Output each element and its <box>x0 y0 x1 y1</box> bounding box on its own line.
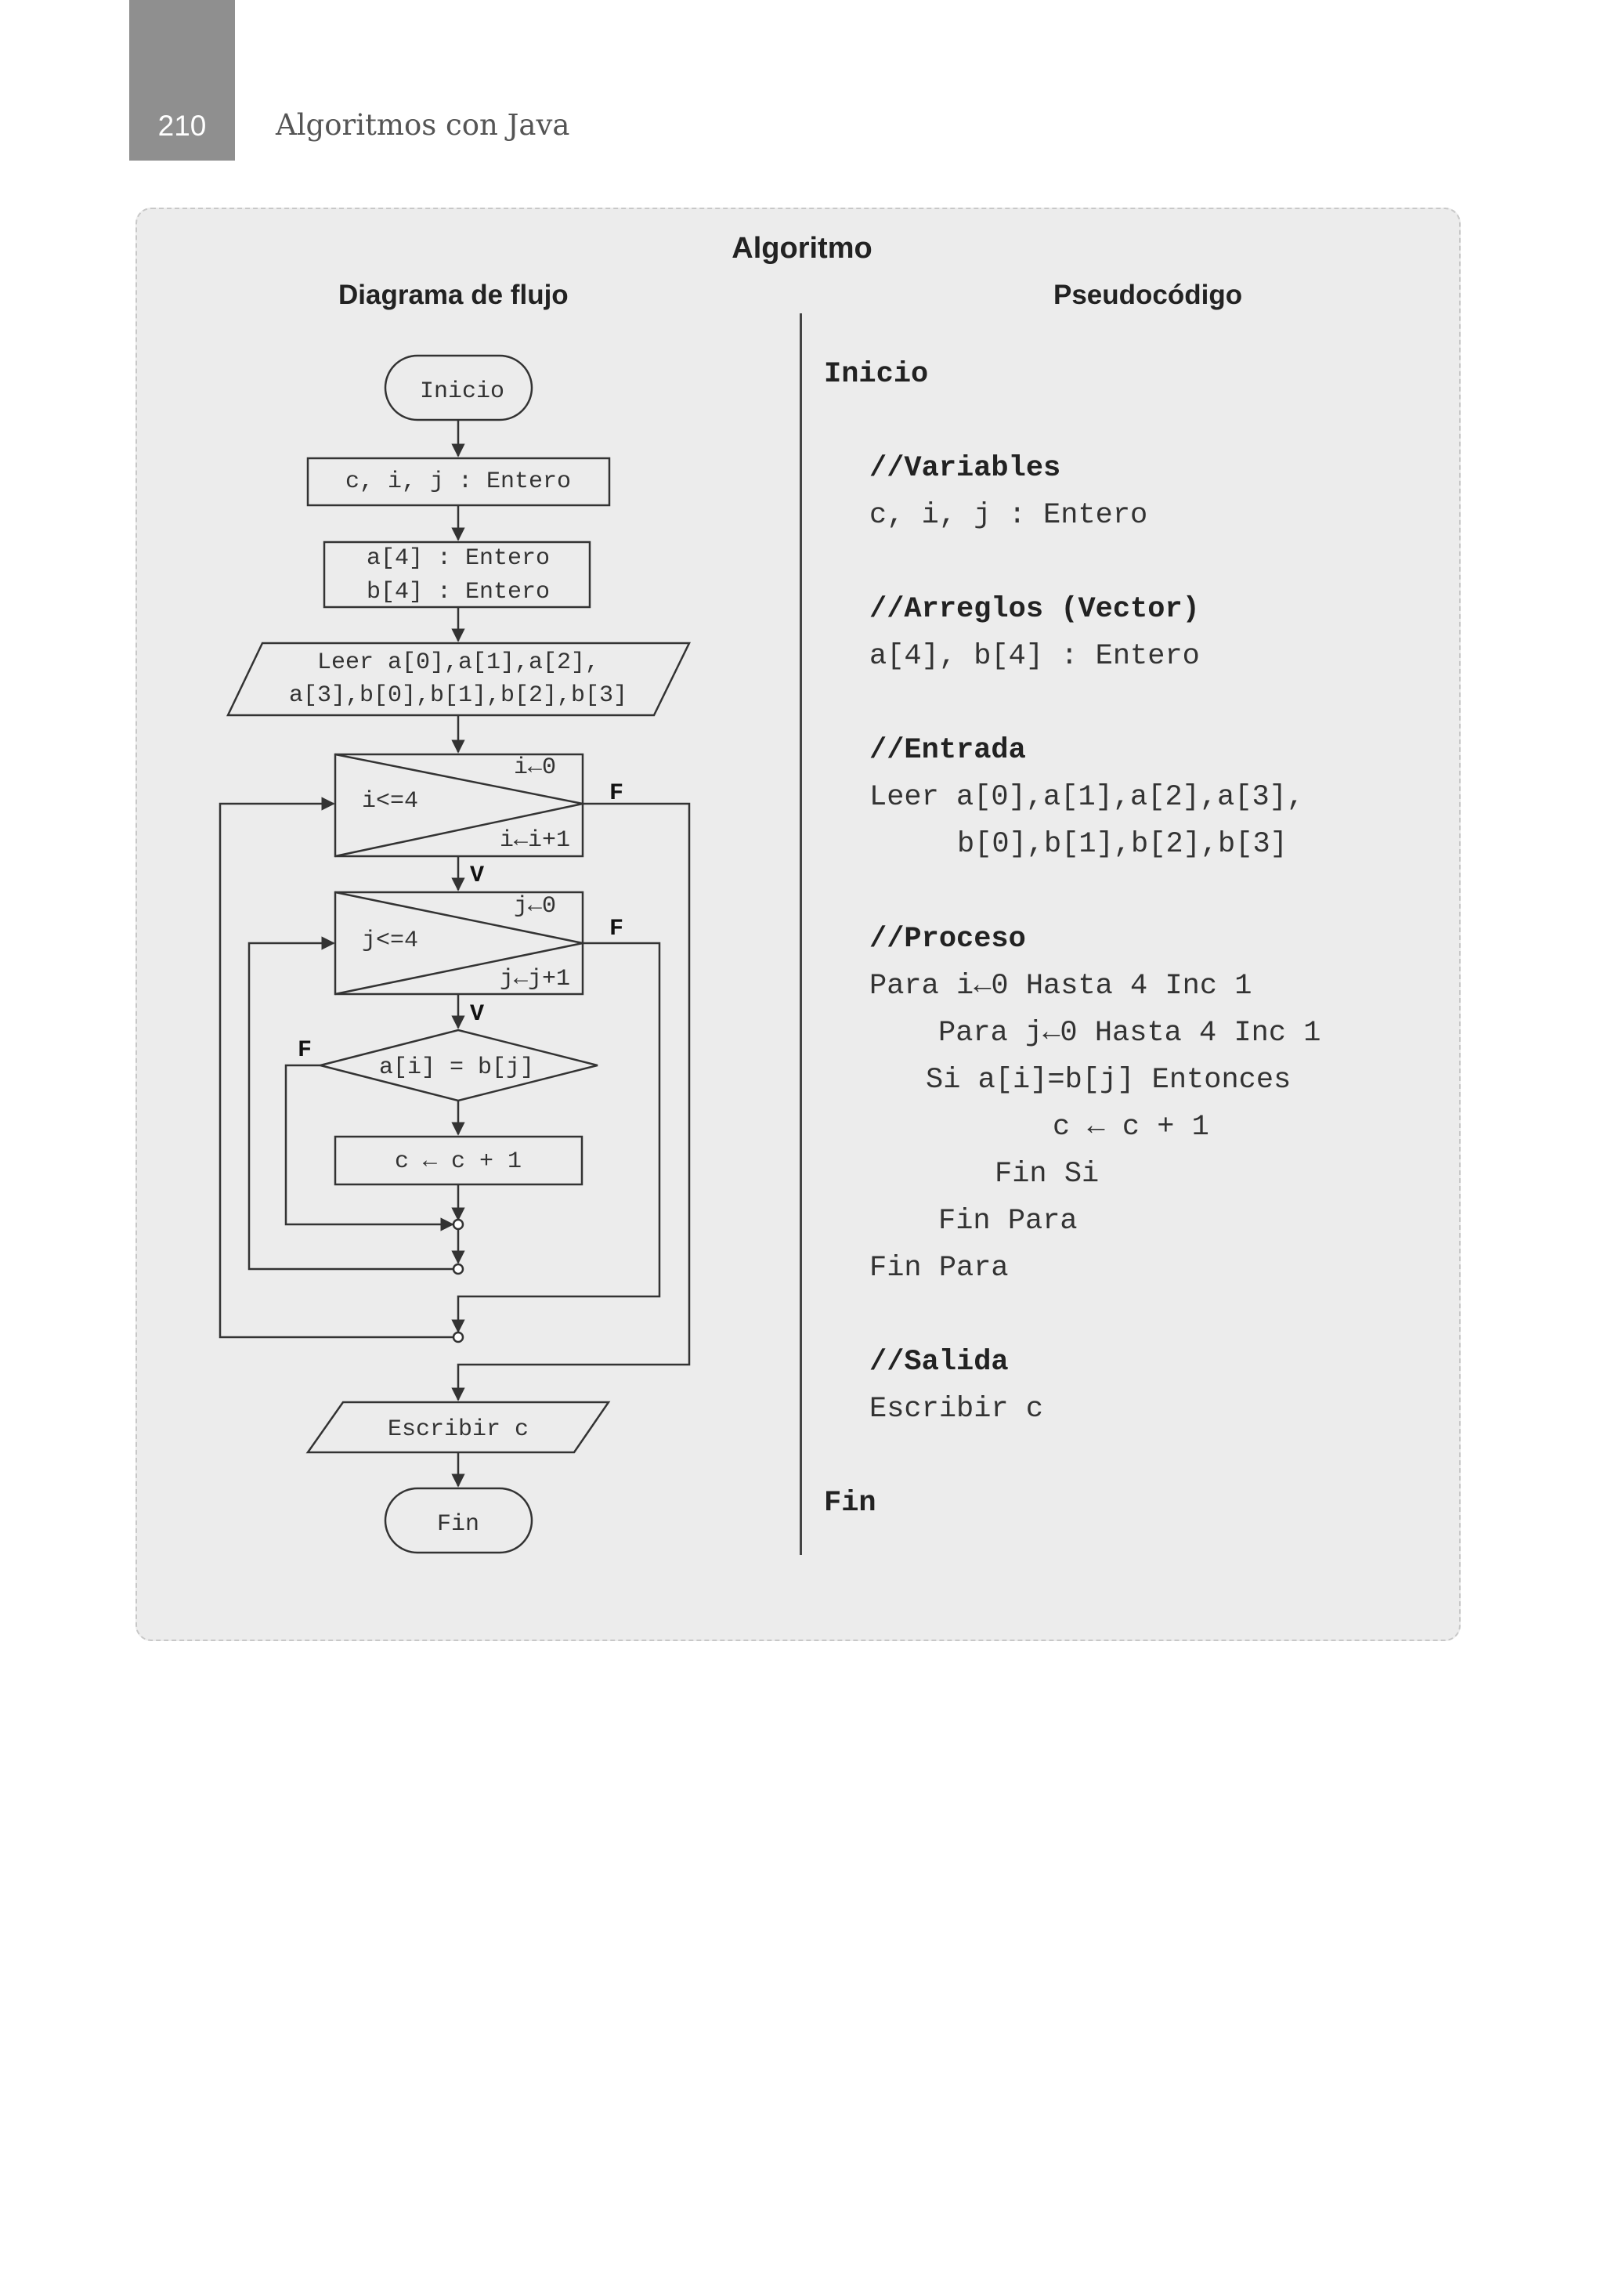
decision-label: a[i] = b[j] <box>378 1054 535 1081</box>
pseudo-line: Para j←0 Hasta 4 Inc 1 <box>938 1017 1321 1050</box>
pseudo-line: //Proceso <box>869 923 1026 956</box>
book-title: Algoritmos con Java <box>276 108 570 142</box>
decl2a-label: a[4] : Entero <box>366 545 551 572</box>
pseudo-line: Leer a[0],a[1],a[2],a[3], <box>869 781 1305 814</box>
pseudo-line: Inicio <box>824 358 929 391</box>
loop-j-return <box>249 943 453 1269</box>
decl2b-label: b[4] : Entero <box>366 579 551 606</box>
process-label: c ← c + 1 <box>394 1148 522 1175</box>
pseudo-line: Fin <box>824 1487 876 1520</box>
loop-i-inc: i←i+1 <box>499 827 570 854</box>
loop-j-false-label: F <box>609 916 624 942</box>
loop-i-true-label: V <box>470 862 485 889</box>
loop-j-init: j←0 <box>513 893 556 920</box>
pseudo-line: Fin Si <box>995 1158 1100 1191</box>
pseudocode-heading: Pseudocódigo <box>1053 280 1243 310</box>
output-label: Escribir c <box>387 1416 529 1443</box>
pseudo-line: //Arreglos (Vector) <box>869 593 1200 626</box>
end-label: Fin <box>436 1511 480 1538</box>
input-label-2: a[3],b[0],b[1],b[2],b[3] <box>288 682 628 709</box>
input-label-1: Leer a[0],a[1],a[2], <box>316 649 600 676</box>
panel-title: Algoritmo <box>732 232 872 265</box>
loop-i-init: i←0 <box>513 754 556 781</box>
loop-j-true-label: V <box>470 1001 485 1028</box>
decl1-label: c, i, j : Entero <box>345 468 572 495</box>
pseudo-line: //Salida <box>869 1346 1009 1379</box>
pseudo-line: c ← c + 1 <box>1053 1111 1209 1144</box>
pseudo-line: Para i←0 Hasta 4 Inc 1 <box>869 970 1252 1003</box>
start-label: Inicio <box>419 378 505 405</box>
decision-false-path <box>286 1065 453 1224</box>
page-number: 210 <box>157 110 207 142</box>
loop-i-cond: i<=4 <box>362 788 419 815</box>
pseudo-line: Si a[i]=b[j] Entonces <box>926 1064 1292 1097</box>
pseudo-line: Fin Para <box>869 1252 1009 1285</box>
loop-i-false-label: F <box>609 780 624 807</box>
pseudo-line: c, i, j : Entero <box>869 499 1148 532</box>
flowchart-heading: Diagrama de flujo <box>338 280 569 310</box>
pseudo-line: Escribir c <box>869 1393 1044 1426</box>
decision-false-label: F <box>298 1037 312 1064</box>
loop-j-cond: j<=4 <box>362 927 419 954</box>
pseudo-line: //Variables <box>869 452 1061 485</box>
pseudo-line: Fin Para <box>938 1205 1078 1238</box>
pseudo-line: a[4], b[4] : Entero <box>869 640 1200 673</box>
pseudo-line: b[0],b[1],b[2],b[3] <box>957 828 1288 861</box>
loop-j-inc: j←j+1 <box>499 966 570 993</box>
pseudo-line: //Entrada <box>869 734 1026 767</box>
